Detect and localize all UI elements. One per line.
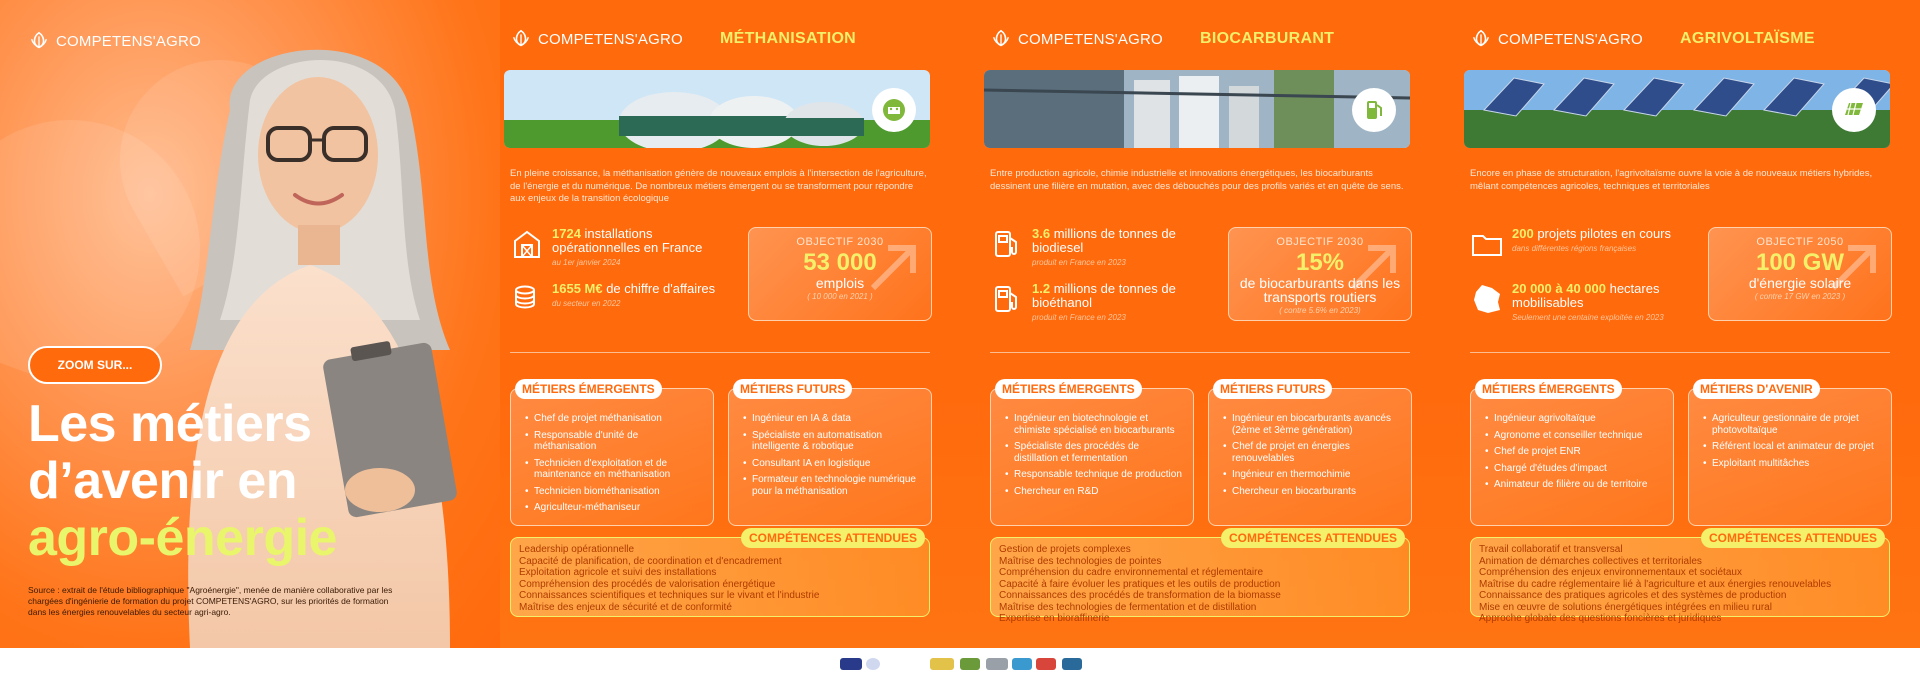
skill-item: Maîtrise du cadre réglementaire lié à l'agriculture et aux énergies renouvelables (1479, 578, 1832, 590)
banner-illustration (984, 70, 1410, 148)
skill-item: Animation de démarches collectives et territoriales (1479, 555, 1702, 567)
sector-panel-biocarburant (980, 0, 1460, 648)
job-item: • Chercheur en biocarburants (1223, 486, 1401, 498)
emerging-jobs-card (990, 382, 1194, 526)
hero-title-line3: agro-énergie (28, 509, 337, 567)
sector-banner-image (504, 70, 930, 148)
partner-logo (930, 658, 954, 670)
skill-item: Connaissances des procédés de transformation de la biomasse (999, 590, 1281, 601)
banner-illustration (1464, 70, 1890, 148)
card-title: MÉTIERS ÉMERGENTS (1475, 379, 1622, 399)
skills-box (990, 531, 1410, 624)
skills-list (991, 538, 1409, 625)
card-title: MÉTIERS ÉMERGENTS (995, 379, 1142, 399)
divider (510, 352, 930, 353)
stat-text: hectares mobilisables (1512, 281, 1660, 310)
card-title: MÉTIERS ÉMERGENTS (515, 379, 662, 399)
future-jobs-card (1208, 382, 1412, 526)
skill-item: Travail collaboratif et transversal (1479, 544, 1623, 555)
brand-leaf-icon (510, 28, 532, 50)
stat-item (510, 227, 732, 270)
job-item: • Ingénieur en biocarburants avancés (2ème et 3ème génération) (1223, 413, 1401, 436)
stat-text: millions de tonnes de biodiesel (1032, 226, 1176, 255)
skill-item: Exploitation agricole et suivi des installations (519, 567, 717, 578)
stat-item (990, 227, 1212, 270)
objective-value: 15% (1295, 249, 1345, 276)
job-item: • Responsable technique de production (1005, 469, 1183, 481)
sector-banner-image (984, 70, 1410, 148)
stat-value: 1.2 (1032, 281, 1051, 296)
skills-box (1470, 531, 1890, 624)
sector-title: AGRIVOLTAÏSME (1680, 30, 1815, 47)
stat-text: projets pilotes en cours (1533, 226, 1671, 241)
stat-note: au 1er janvier 2024 (552, 258, 621, 267)
skills-title: COMPÉTENCES ATTENDUES (741, 528, 925, 548)
stat-text: de chiffre d'affaires (602, 281, 716, 296)
partner-logo (1062, 658, 1082, 670)
stat-note: dans différentes régions françaises (1512, 244, 1637, 253)
skills-list (1471, 538, 1889, 625)
brand-leaf-icon (1470, 28, 1492, 50)
sector-header (990, 28, 1163, 50)
skill-item: Maîtrise des technologies de fermentation et de distillation (999, 601, 1257, 613)
banner-illustration (504, 70, 930, 148)
job-list (991, 389, 1193, 497)
skill-item: Leadership opérationnelle (519, 544, 635, 555)
skill-item: Compréhension des enjeux environnementaux et sociétaux (1479, 567, 1742, 578)
arrow-up-right-icon (863, 238, 923, 298)
card-title: MÉTIERS FUTURS (1213, 379, 1332, 399)
sector-badge (1352, 88, 1396, 132)
hero-title (28, 396, 337, 567)
card-title: MÉTIERS FUTURS (733, 379, 852, 399)
stat-note: du secteur en 2022 (552, 299, 621, 308)
partner-logos-footer (0, 648, 1920, 679)
skill-item: Mise en œuvre de solutions énergétiques intégrées en milieu rural (1479, 601, 1772, 613)
job-item: • Agronome et conseiller technique (1485, 430, 1663, 442)
job-item: • Exploitant multitâches (1703, 458, 1881, 470)
objective-unit: emplois (815, 275, 865, 291)
france-map-icon (1470, 282, 1504, 316)
card-title: MÉTIERS D'AVENIR (1693, 379, 1820, 399)
brand-logo (1470, 28, 1643, 50)
stat-note: produit en France en 2023 (1032, 313, 1126, 322)
skill-item: Expertise en bioraffinerie (999, 613, 1110, 624)
sector-title: MÉTHANISATION (720, 30, 857, 47)
brand-logo (990, 28, 1163, 50)
job-item: • Chef de projet en énergies renouvelables (1223, 441, 1401, 464)
sector-title: BIOCARBURANT (1200, 30, 1335, 47)
skill-item: Maîtrise des enjeux de sécurité et de conformité (519, 601, 732, 613)
fuel-pump-icon (1359, 95, 1389, 125)
stat-note: Seulement une centaine exploitée en 2023 (1512, 313, 1664, 322)
skills-list (511, 538, 929, 613)
sector-intro: Entre production agricole, chimie industrielle et innovations énergétiques, les biocarburants dessinent une filière en mutation, avec des débouchés pour des profils variés et en quête de sens. (990, 168, 1404, 192)
job-item: • Consultant IA en logistique (743, 458, 921, 470)
folder-icon (1470, 227, 1504, 261)
job-list (1471, 389, 1673, 491)
objective-box (1228, 227, 1412, 321)
skill-item: Gestion de projets complexes (999, 544, 1131, 555)
skill-item: Maîtrise des technologies de pointes (999, 555, 1162, 567)
job-item: • Spécialiste des procédés de distillation et fermentation (1005, 441, 1183, 464)
job-item: • Ingénieur agrivoltaïque (1485, 413, 1663, 425)
job-item: • Ingénieur en thermochimie (1223, 469, 1401, 481)
sector-badge (1832, 88, 1876, 132)
hero-title-line2: d’avenir en (28, 452, 298, 510)
job-item: • Formateur en technologie numérique pour la méthanisation (743, 474, 921, 497)
sector-header (1470, 28, 1643, 50)
stat-item (1470, 227, 1692, 261)
coins-icon (510, 282, 544, 316)
objective-label: OBJECTIF 2030 (796, 236, 884, 248)
job-item: • Agriculteur-méthaniseur (525, 502, 703, 514)
objective-label: OBJECTIF 2050 (1756, 236, 1844, 248)
job-item: • Ingénieur en IA & data (743, 413, 921, 425)
skill-item: Compréhension du cadre environnemental et réglementaire (999, 567, 1264, 578)
sector-panel-methanisation (500, 0, 980, 648)
stat-text: installations opérationnelles en France (552, 226, 703, 255)
skills-box (510, 531, 930, 617)
objective-note: ( contre 17 GW en 2023 ) (1754, 292, 1846, 301)
solar-panel-icon (1839, 95, 1869, 125)
divider (1470, 352, 1890, 353)
arrow-up-right-icon (1343, 238, 1403, 298)
sector-badge (872, 88, 916, 132)
brand-name: COMPETENS'AGRO (56, 32, 201, 50)
objective-value: 53 000 (803, 249, 877, 276)
objective-unit: de biocarburants dans les transports routiers (1239, 275, 1401, 305)
stat-text: millions de tonnes de bioéthanol (1032, 281, 1176, 310)
hero-panel (0, 0, 500, 648)
future-jobs-card (728, 382, 932, 526)
emerging-jobs-card (510, 382, 714, 526)
job-item: • Chef de projet ENR (1485, 446, 1663, 458)
skills-title: COMPÉTENCES ATTENDUES (1701, 528, 1885, 548)
partner-logo (986, 658, 1008, 670)
stat-value: 20 000 à 40 000 (1512, 281, 1606, 296)
job-item: • Chargé d'études d'impact (1485, 463, 1663, 475)
skill-item: Connaissance des pratiques agricoles et des systèmes de production (1479, 590, 1787, 601)
job-item: • Animateur de filière ou de territoire (1485, 479, 1663, 491)
job-item: • Spécialiste en automatisation intelligente & robotique (743, 430, 921, 453)
brand-name: COMPETENS'AGRO (1018, 30, 1163, 48)
job-item: • Technicien d'exploitation et de maintenance en méthanisation (525, 458, 703, 481)
job-list (511, 389, 713, 514)
objective-note: ( contre 5.6% en 2023) (1279, 306, 1361, 315)
sector-header (510, 28, 683, 50)
brand-name: COMPETENS'AGRO (1498, 30, 1643, 48)
fuel-pump-icon (990, 227, 1024, 261)
partner-logo (866, 658, 880, 670)
job-item: • Chercheur en R&D (1005, 486, 1183, 498)
brand-logo (510, 28, 683, 50)
stat-value: 3.6 (1032, 226, 1051, 241)
hero-title-line1: Les métiers (28, 395, 312, 453)
brand-leaf-icon (990, 28, 1012, 50)
objective-unit: d'énergie solaire (1748, 275, 1852, 291)
skill-item: Approche globale des questions foncières et juridiques (1479, 613, 1722, 624)
stat-value: 1655 M€ (552, 281, 603, 296)
objective-label: OBJECTIF 2030 (1276, 236, 1364, 248)
brand-name: COMPETENS'AGRO (538, 30, 683, 48)
skills-title: COMPÉTENCES ATTENDUES (1221, 528, 1405, 548)
skill-item: Capacité de planification, de coordination et d'encadrement (519, 555, 782, 567)
partner-logo (840, 658, 862, 670)
job-item: • Responsable d'unité de méthanisation (525, 430, 703, 453)
job-item: • Chef de projet méthanisation (525, 413, 703, 425)
job-item: • Agriculteur gestionnaire de projet photovoltaïque (1703, 413, 1881, 436)
partner-logo (1012, 658, 1032, 670)
partner-logo (960, 658, 980, 670)
job-item: • Référent local et animateur de projet (1703, 441, 1881, 453)
job-list (729, 389, 931, 497)
sector-intro: Encore en phase de structuration, l'agrivoltaïsme ouvre la voie à de nouveaux métiers hybrides, mêlant compétences agricoles, techniques et territoriales (1470, 168, 1873, 192)
arrow-up-right-icon (1823, 238, 1883, 298)
divider (990, 352, 1410, 353)
objective-box (1708, 227, 1892, 321)
source-note: Source : extrait de l'étude bibliographique "Agroénergie", menée de manière collaborative par les chargées d'ingénierie de formation du projet COMPETENS'AGRO, sur les priorités de formation dans les énergies renouvelables du secteur agri-agro. (28, 585, 393, 617)
objective-box (748, 227, 932, 321)
zoom-sur-button[interactable]: ZOOM SUR... (28, 346, 162, 384)
stat-item (510, 282, 732, 316)
job-item: • Ingénieur en biotechnologie et chimiste spécialisé en biocarburants (1005, 413, 1183, 436)
job-list (1689, 389, 1891, 469)
brand-leaf-icon (28, 30, 50, 52)
stat-note: produit en France en 2023 (1032, 258, 1126, 267)
stat-item (1470, 282, 1692, 325)
barn-icon (510, 227, 544, 261)
stat-value: 1724 (552, 226, 581, 241)
objective-note: ( 10 000 en 2021 ) (807, 292, 873, 301)
stat-item (990, 282, 1212, 325)
sector-intro: En pleine croissance, la méthanisation génère de nouveaux emplois à l'intersection de l'agriculture, de l'énergie et du numérique. De nombreux métiers émergent ou se transforment pour répondre aux enjeux de la transition écologique (510, 168, 927, 204)
job-item: • Technicien biométhanisation (525, 486, 703, 498)
skill-item: Compréhension des procédés de valorisation énergétique (519, 578, 776, 590)
fuel-pump-icon (990, 282, 1024, 316)
partner-logo (1036, 658, 1056, 670)
stat-value: 200 (1512, 226, 1534, 241)
objective-value: 100 GW (1755, 249, 1845, 276)
emerging-jobs-card (1470, 382, 1674, 526)
sector-panel-agrivoltaisme (1460, 0, 1920, 648)
skill-item: Connaissances scientifiques et techniques sur le vivant et l'industrie (519, 590, 820, 601)
sector-banner-image (1464, 70, 1890, 148)
job-list (1209, 389, 1411, 497)
cow-icon (879, 95, 909, 125)
skill-item: Capacité à faire évoluer les pratiques et les outils de production (999, 578, 1281, 590)
future-jobs-card (1688, 382, 1892, 526)
